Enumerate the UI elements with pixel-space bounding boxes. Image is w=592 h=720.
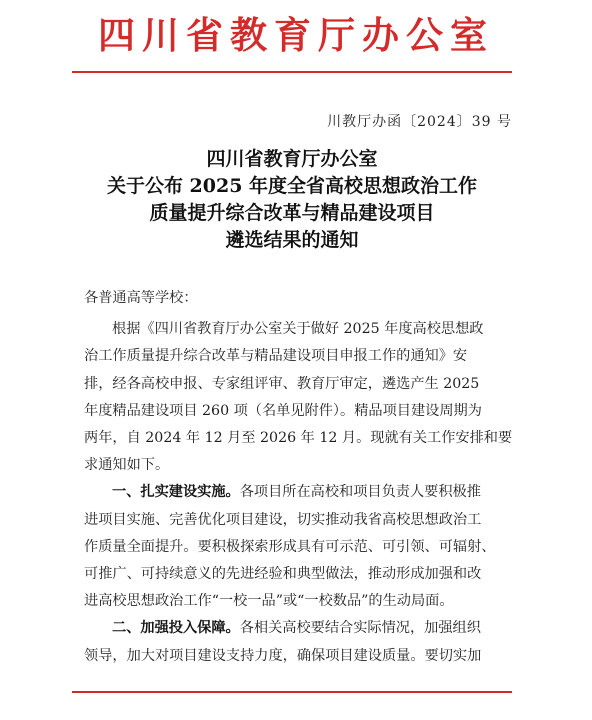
paragraph-line: 求通知如下。: [84, 457, 170, 474]
section-text: 各相关高校要结合实际情况，加强组织: [239, 620, 481, 637]
section-heading: 一、扎实建设实施。: [112, 484, 240, 501]
document-number: 川教厅办函〔2024〕39 号: [327, 114, 512, 130]
document-body: [84, 285, 514, 670]
letterhead-title: 四川省教育厅办公室: [98, 13, 494, 57]
paragraph-intro: [84, 316, 514, 479]
paragraph-line: 治工作质量提升综合改革与精品建设项目申报工作的通知》安: [84, 348, 468, 365]
section-first-line: [84, 615, 514, 642]
paragraph-line: 进高校思想政治工作“一校一品”或“一校数品”的生动局面。: [84, 593, 454, 610]
title-line: 关于公布 2025 年度全省高校思想政治工作: [106, 175, 478, 197]
paragraph-line: 领导，加大对项目建设支持力度，确保项目建设质量。要切实加: [84, 647, 482, 664]
paragraph-line: 可推广、可持续意义的先进经验和典型做法，推动形成加强和改: [84, 566, 482, 583]
title-line: 遴选结果的通知: [225, 229, 359, 251]
title-line: 质量提升综合改革与精品建设项目: [149, 202, 435, 224]
letterhead-divider: [72, 71, 512, 73]
section-2: [84, 615, 514, 669]
paragraph-line: 年度精品建设项目 260 项（名单见附件）。精品项目建设周期为: [84, 402, 482, 419]
footer-divider: [72, 691, 512, 693]
section-text: 各项目所在高校和项目负责人要积极推: [239, 484, 481, 501]
paragraph-line: 两年，自 2024 年 12 月至 2026 年 12 月。现就有关工作安排和要: [84, 430, 513, 447]
document-title: [72, 146, 512, 254]
section-first-line: [84, 479, 514, 506]
paragraph-line: 进项目实施、完善优化项目建设，切实推动我省高校思想政治工: [84, 511, 482, 528]
section-heading: 二、加强投入保障。: [112, 620, 240, 637]
salutation: 各普通高等学校：: [84, 290, 198, 306]
paragraph-line: 作质量全面提升。要积极探索形成具有可示范、可引领、可辐射、: [84, 538, 496, 555]
title-line: 四川省教育厅办公室: [206, 148, 378, 170]
paragraph-line: 根据《四川省教育厅办公室关于做好 2025 年度高校思想政: [112, 321, 484, 338]
paragraph-line: 排，经各高校申报、专家组评审、教育厅审定，遴选产生 2025: [84, 375, 480, 392]
section-1: [84, 479, 514, 615]
